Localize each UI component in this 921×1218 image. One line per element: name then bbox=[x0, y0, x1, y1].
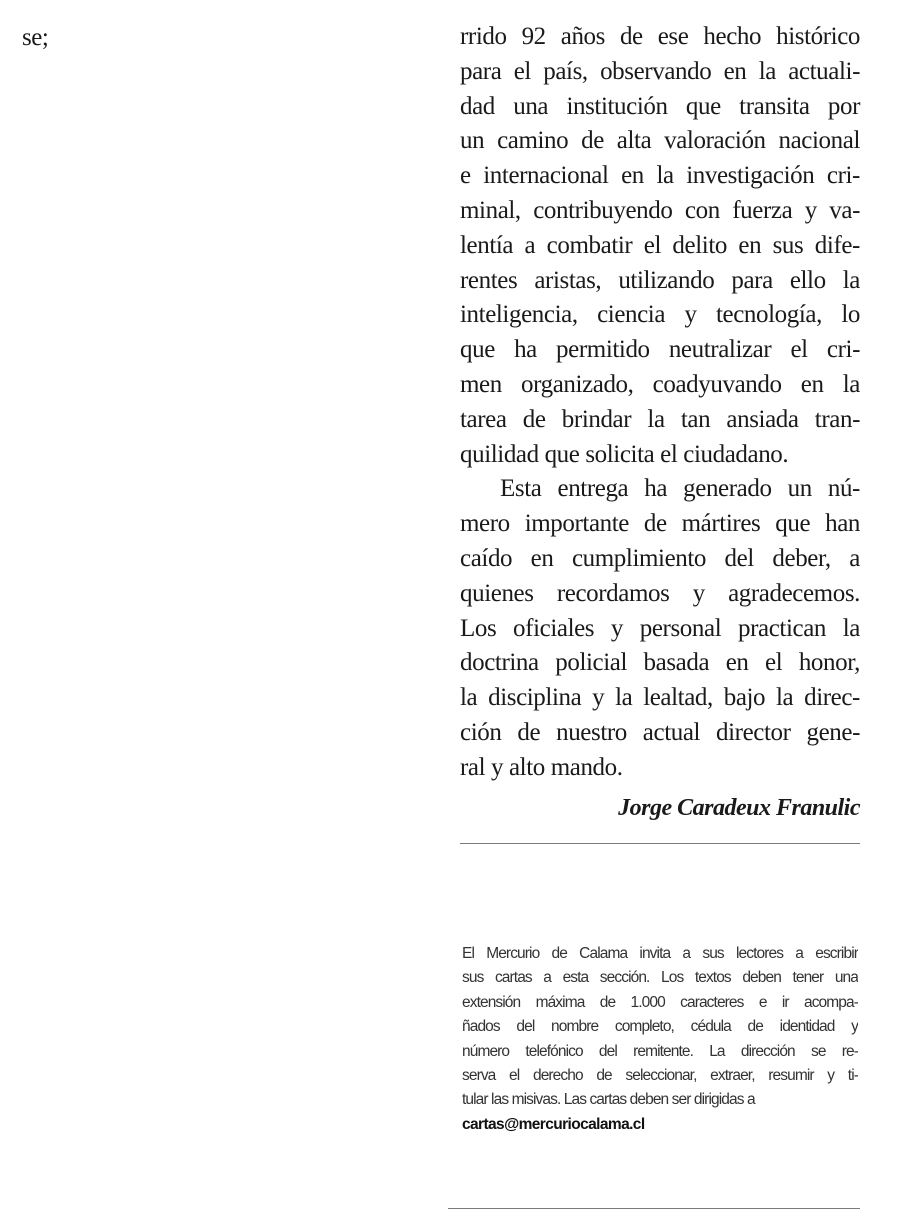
text-line: Esta entrega ha generado un nú- bbox=[500, 475, 860, 503]
text-line: mero importante de mártires que han bbox=[460, 510, 860, 538]
bottom-divider bbox=[448, 1208, 860, 1209]
text-line: rrido 92 años de ese hecho histórico bbox=[460, 23, 860, 50]
text-line: la disciplina y la lealtad, bajo la direc- bbox=[460, 684, 860, 712]
notice-line: extensión máxima de 1.000 caracteres e ir acompa- bbox=[462, 993, 858, 1011]
submission-notice bbox=[462, 942, 858, 1137]
letter-paragraph-1 bbox=[460, 20, 860, 472]
previous-column-fragment: se; bbox=[22, 24, 49, 51]
text-line: e internacional en la investigación cri- bbox=[460, 162, 860, 190]
text-line: Los oficiales y personal practican la bbox=[460, 614, 860, 642]
notice-line: sus cartas a esta sección. Los textos deben tener una bbox=[462, 969, 858, 987]
text-line: men organizado, coadyuvando en la bbox=[460, 370, 860, 398]
text-line: tarea de brindar la tan ansiada tran- bbox=[460, 405, 860, 433]
text-line: ción de nuestro actual director gene- bbox=[460, 718, 860, 746]
text-line: dad una institución que transita por bbox=[460, 92, 860, 120]
text-line: caído en cumplimiento del deber, a bbox=[460, 544, 860, 572]
letter-body bbox=[460, 20, 860, 786]
text-line: minal, contribuyendo con fuerza y va- bbox=[460, 196, 860, 224]
letter-paragraph-2 bbox=[460, 472, 860, 785]
text-line: quienes recordamos y agradecemos. bbox=[460, 579, 860, 607]
text-line: doctrina policial basada en el honor, bbox=[460, 649, 860, 677]
letter-signature: Jorge Caradeux Franulic bbox=[618, 795, 860, 821]
notice-line: número telefónico del remitente. La dirección se re- bbox=[462, 1042, 858, 1060]
notice-line: serva el derecho de seleccionar, extraer, resumir y ti- bbox=[462, 1067, 858, 1085]
notice-line: tular las misivas. Las cartas deben ser dirigidas a bbox=[462, 1091, 755, 1109]
text-line: lentía a combatir el delito en sus dife- bbox=[460, 231, 860, 259]
contact-email-link[interactable]: cartas@mercuriocalama.cl bbox=[462, 1115, 645, 1133]
notice-line: ñados del nombre completo, cédula de identidad y bbox=[462, 1018, 858, 1036]
text-line: ral y alto mando. bbox=[460, 753, 623, 781]
text-line: quilidad que solicita el ciudadano. bbox=[460, 440, 789, 468]
notice-line: El Mercurio de Calama invita a sus lectores a escribir bbox=[462, 945, 858, 962]
text-line: para el país, observando en la actuali- bbox=[460, 57, 860, 85]
text-line: un camino de alta valoración nacional bbox=[460, 127, 860, 155]
text-line: rentes aristas, utilizando para ello la bbox=[460, 266, 860, 294]
section-divider bbox=[460, 843, 860, 844]
text-line: inteligencia, ciencia y tecnología, lo bbox=[460, 301, 860, 329]
text-line: que ha permitido neutralizar el cri- bbox=[460, 336, 860, 364]
